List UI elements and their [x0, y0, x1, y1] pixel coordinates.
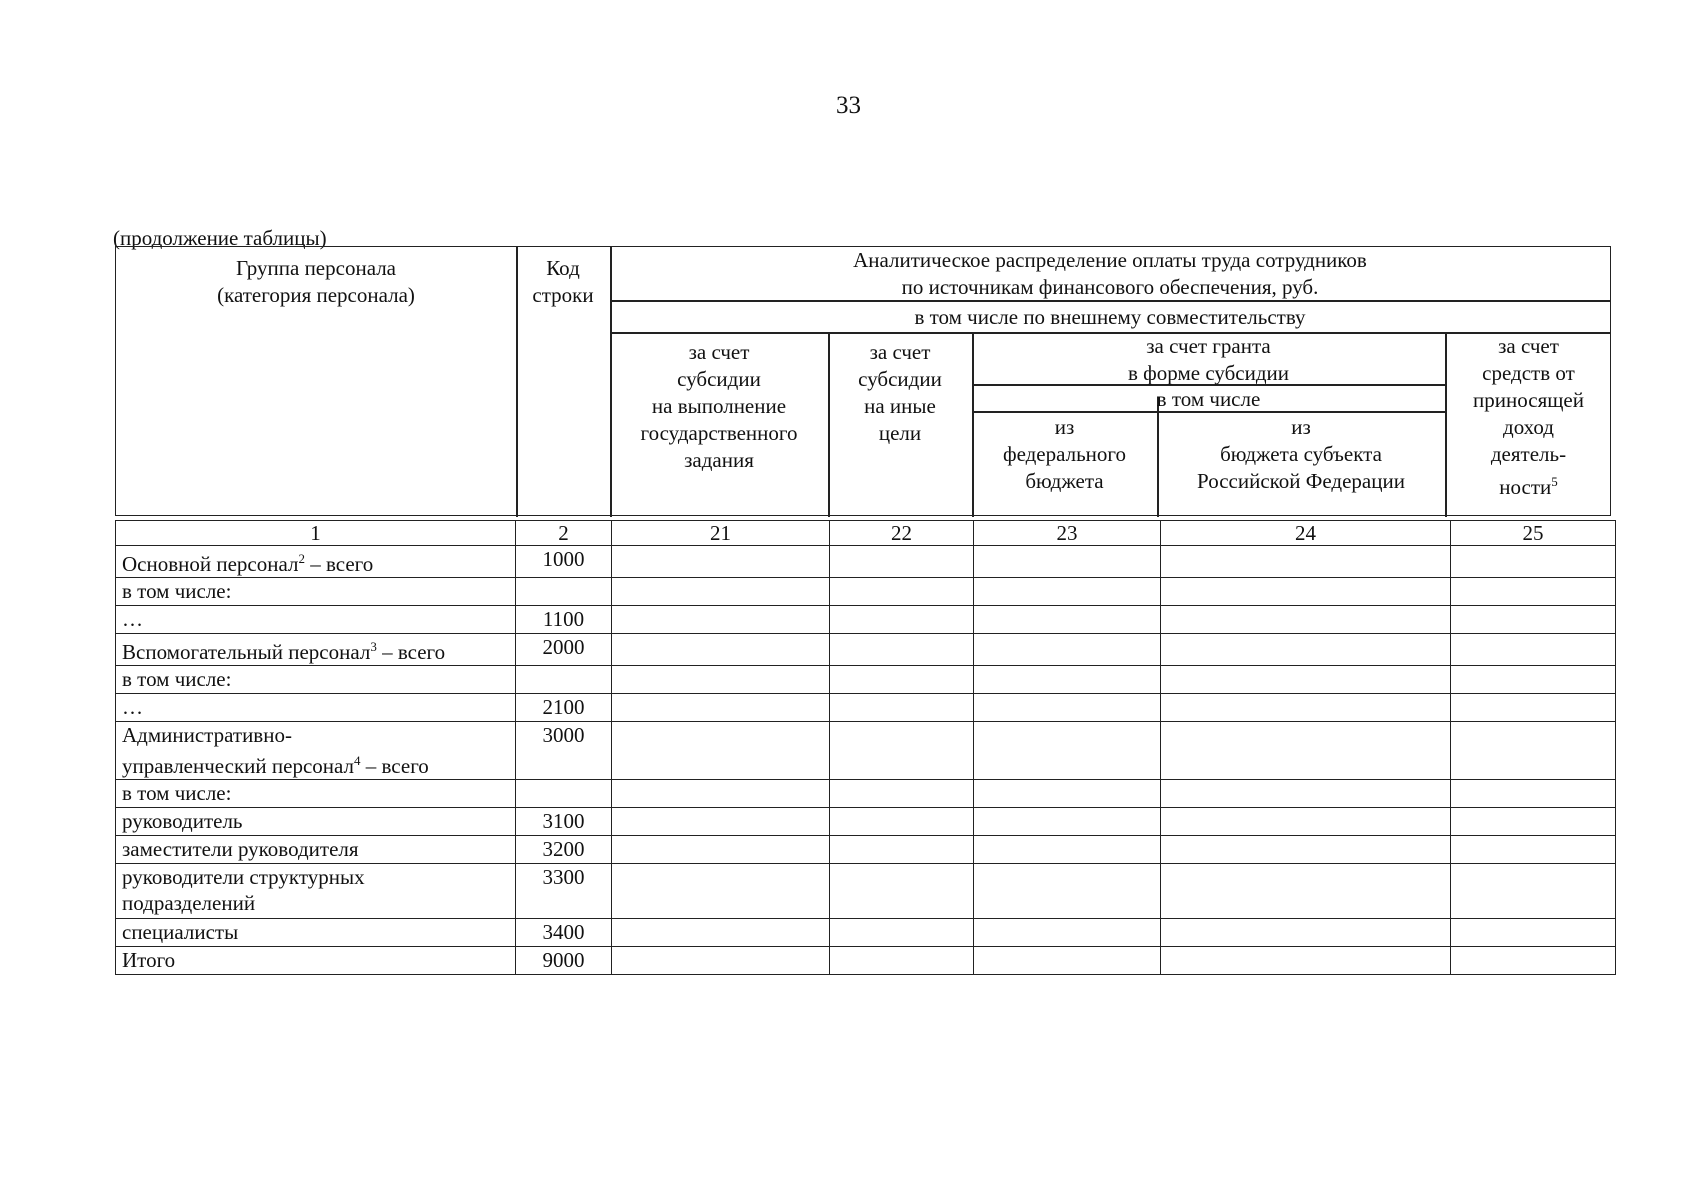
empty-value-cell [974, 780, 1161, 808]
row-name: руководитель [116, 808, 516, 836]
empty-value-cell [974, 578, 1161, 606]
header-code: Код строки [532, 256, 594, 307]
table-header [115, 246, 1611, 516]
row-code: 3000 [516, 722, 612, 780]
row-code: 2100 [516, 694, 612, 722]
row-code: 3400 [516, 919, 612, 947]
row-name: заместители руководителя [116, 836, 516, 864]
empty-value-cell [1451, 780, 1616, 808]
empty-value-cell [1451, 722, 1616, 780]
column-number: 23 [974, 521, 1161, 546]
empty-value-cell [830, 578, 974, 606]
empty-value-cell [974, 947, 1161, 975]
column-number: 22 [830, 521, 974, 546]
empty-value-cell [612, 864, 830, 919]
empty-value-cell [830, 864, 974, 919]
column-number: 1 [116, 521, 516, 546]
table-row [116, 836, 1616, 864]
column-number: 21 [612, 521, 830, 546]
table-row [116, 634, 1616, 666]
empty-value-cell [830, 546, 974, 578]
empty-value-cell [612, 666, 830, 694]
table-row [116, 722, 1616, 780]
empty-value-cell [974, 666, 1161, 694]
header-external: в том числе по внешнему совместительству [914, 305, 1306, 329]
header-col25: за счет средств от приносящей доход деятель- ности$^5$ [1473, 334, 1584, 499]
empty-value-cell [612, 546, 830, 578]
empty-value-cell [830, 694, 974, 722]
table-row [116, 919, 1616, 947]
empty-value-cell [1451, 666, 1616, 694]
empty-value-cell [830, 722, 974, 780]
empty-value-cell [830, 666, 974, 694]
empty-value-cell [612, 836, 830, 864]
empty-value-cell [1161, 666, 1451, 694]
table-row [116, 947, 1616, 975]
empty-value-cell [1161, 578, 1451, 606]
empty-value-cell [1161, 722, 1451, 780]
empty-value-cell [1451, 808, 1616, 836]
empty-value-cell [1451, 947, 1616, 975]
header-col21: за счет субсидии на выполнение государственного задания [640, 340, 798, 472]
empty-value-cell [1161, 919, 1451, 947]
empty-value-cell [974, 722, 1161, 780]
row-name: Основной персонал$^2$ – всего [116, 546, 516, 578]
row-code: 3300 [516, 864, 612, 919]
table-row [116, 606, 1616, 634]
row-name: … [116, 606, 516, 634]
empty-value-cell [1161, 606, 1451, 634]
column-number: 25 [1451, 521, 1616, 546]
row-code: 1100 [516, 606, 612, 634]
empty-value-cell [830, 947, 974, 975]
table-row [116, 780, 1616, 808]
empty-value-cell [612, 722, 830, 780]
empty-value-cell [612, 919, 830, 947]
column-number: 2 [516, 521, 612, 546]
table-row [116, 864, 1616, 919]
empty-value-cell [1161, 546, 1451, 578]
row-name: … [116, 694, 516, 722]
empty-value-cell [830, 606, 974, 634]
row-name: Итого [116, 947, 516, 975]
row-code [516, 578, 612, 606]
row-code: 3100 [516, 808, 612, 836]
row-name: в том числе: [116, 780, 516, 808]
header-incl: в том числе [1156, 387, 1261, 411]
row-code: 1000 [516, 546, 612, 578]
header-col24: из бюджета субъекта Российской Федерации [1197, 415, 1405, 493]
empty-value-cell [612, 606, 830, 634]
empty-value-cell [1161, 836, 1451, 864]
table-continuation-caption: (продолжение таблицы) [113, 226, 327, 250]
table-row [116, 578, 1616, 606]
empty-value-cell [612, 634, 830, 666]
table-row [116, 666, 1616, 694]
row-name: Административно- управленческий персонал$^4$ – всего [116, 722, 516, 780]
empty-value-cell [1451, 634, 1616, 666]
empty-value-cell [830, 919, 974, 947]
empty-value-cell [974, 694, 1161, 722]
empty-value-cell [830, 634, 974, 666]
table-row [116, 808, 1616, 836]
empty-value-cell [974, 606, 1161, 634]
empty-value-cell [974, 546, 1161, 578]
header-col22: за счет субсидии на иные цели [858, 340, 942, 445]
header-grant: за счет гранта в форме субсидии [1128, 334, 1289, 385]
empty-value-cell [830, 780, 974, 808]
empty-value-cell [974, 864, 1161, 919]
empty-value-cell [612, 578, 830, 606]
page-number: 33 [836, 92, 861, 119]
column-number-row [116, 521, 1616, 546]
empty-value-cell [612, 780, 830, 808]
row-name: Вспомогательный персонал$^3$ – всего [116, 634, 516, 666]
row-code: 2000 [516, 634, 612, 666]
empty-value-cell [1451, 694, 1616, 722]
empty-value-cell [1161, 634, 1451, 666]
header-group: Группа персонала (категория персонала) [217, 256, 415, 307]
empty-value-cell [612, 694, 830, 722]
empty-value-cell [1451, 836, 1616, 864]
header-distribution: Аналитическое распределение оплаты труда сотрудников по источникам финансового обеспечения, руб. [853, 248, 1367, 299]
row-name: специалисты [116, 919, 516, 947]
row-name: в том числе: [116, 578, 516, 606]
row-name: руководители структурных подразделений [116, 864, 516, 919]
empty-value-cell [974, 836, 1161, 864]
row-code: 3200 [516, 836, 612, 864]
empty-value-cell [974, 919, 1161, 947]
table-row [116, 546, 1616, 578]
empty-value-cell [974, 634, 1161, 666]
column-number: 24 [1161, 521, 1451, 546]
empty-value-cell [1161, 694, 1451, 722]
empty-value-cell [1161, 947, 1451, 975]
row-name: в том числе: [116, 666, 516, 694]
empty-value-cell [1161, 780, 1451, 808]
empty-value-cell [1161, 864, 1451, 919]
row-code: 9000 [516, 947, 612, 975]
empty-value-cell [612, 947, 830, 975]
row-code [516, 780, 612, 808]
empty-value-cell [1161, 808, 1451, 836]
data-table [115, 520, 1616, 975]
empty-value-cell [1451, 864, 1616, 919]
empty-value-cell [830, 808, 974, 836]
empty-value-cell [1451, 546, 1616, 578]
empty-value-cell [1451, 606, 1616, 634]
empty-value-cell [830, 836, 974, 864]
row-code [516, 666, 612, 694]
empty-value-cell [974, 808, 1161, 836]
table-row [116, 694, 1616, 722]
header-col23: из федерального бюджета [1002, 415, 1127, 493]
empty-value-cell [612, 808, 830, 836]
empty-value-cell [1451, 919, 1616, 947]
empty-value-cell [1451, 578, 1616, 606]
